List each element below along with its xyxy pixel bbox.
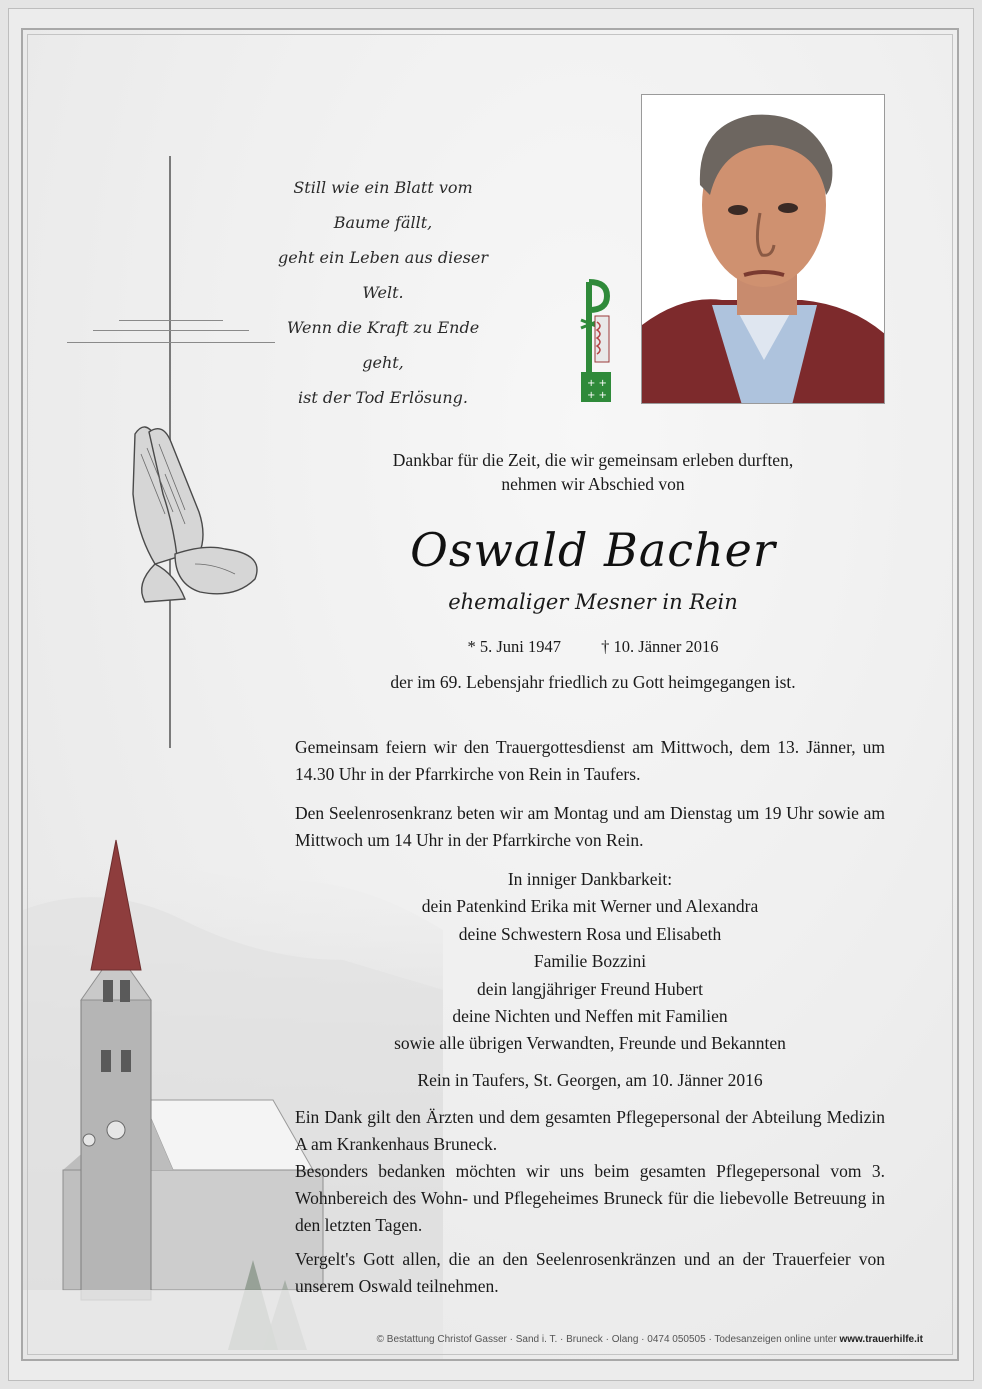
life-dates [293, 636, 893, 658]
quote-line: Wenn die Kraft zu Ende geht, [286, 318, 480, 372]
funeral-paragraph: Gemeinsam feiern wir den Trauergottesdienst am Mittwoch, dem 13. Jänner, um 14.30 Uhr in der Pfarrkirche von Rein in Taufers. [295, 737, 885, 784]
cross-bar-top [119, 320, 223, 321]
svg-text:+ +: + + [587, 378, 607, 389]
memorial-quote [273, 170, 493, 415]
footer-text: © Bestattung Christof Gasser · Sand i. T. · Bruneck · Olang · 0474 050505 · Todesanzeigen online unter [376, 1334, 840, 1345]
footer-credit [23, 1334, 923, 1345]
intro-line-2: nehmen wir Abschied von [501, 474, 685, 494]
mourners-heading: In inniger Dankbarkeit: [507, 869, 673, 889]
staff-thanks-paragraph [295, 1104, 885, 1239]
cross-icon [169, 156, 171, 748]
portrait-photo [641, 94, 885, 404]
mourner-line: deine Schwestern Rosa und Elisabeth [458, 923, 722, 944]
death-date: † 10. Jänner 2016 [601, 637, 719, 656]
deceased-name: Oswald Bacher [410, 523, 776, 577]
mourner-line: dein Patenkind Erika mit Werner und Alexandra [421, 896, 759, 917]
quote-line: Still wie ein Blatt vom Baume fällt, [293, 178, 473, 232]
mourner-line: sowie alle übrigen Verwandten, Freunde und Bekannten [394, 1033, 786, 1054]
birth-date: * 5. Juni 1947 [467, 637, 562, 656]
mourner-line: Familie Bozzini [533, 951, 647, 972]
chi-rho-icon [579, 276, 613, 404]
lived-line: der im 69. Lebensjahr friedlich zu Gott heimgegangen ist. [390, 672, 796, 692]
closing-paragraph: Vergelt's Gott allen, die an den Seelenrosenkränzen und an der Trauerfeier von unserem Oswald teilnehmen. [295, 1249, 885, 1296]
quote-line: ist der Tod Erlösung. [298, 388, 468, 407]
mourners-list [295, 866, 885, 1058]
cross-bar-mid [93, 330, 249, 331]
obituary-card [21, 28, 959, 1361]
cross-bar-long [67, 342, 275, 343]
mourner-line: dein langjähriger Freund Hubert [477, 978, 703, 999]
intro-text [293, 448, 893, 496]
rosary-paragraph: Den Seelenrosenkranz beten wir am Montag und am Dienstag um 19 Uhr sowie am Mittwoch um 14 Uhr in der Pfarrkirche von Rein. [295, 803, 885, 850]
staff-thanks-1: Ein Dank gilt den Ärzten und dem gesamten Pflegepersonal der Abteilung Medizin A am Krankenhaus Bruneck. [295, 1107, 885, 1154]
place-date: Rein in Taufers, St. Georgen, am 10. Jänner 2016 [417, 1070, 763, 1090]
praying-hands-icon [115, 414, 265, 604]
staff-thanks-2: Besonders bedanken möchten wir uns beim gesamten Pflegepersonal vom 3. Wohnbereich des Wohn- und Pflegeheimes Bruneck für die liebevolle Betreuung in den letzten Tagen. [295, 1161, 885, 1235]
church-landscape-image [23, 790, 443, 1361]
mourner-line: deine Nichten und Neffen mit Familien [452, 1006, 728, 1027]
svg-text:+ +: + + [587, 390, 607, 401]
intro-line-1: Dankbar für die Zeit, die wir gemeinsam erleben durften, [392, 450, 794, 470]
deceased-subtitle: ehemaliger Mesner in Rein [448, 590, 738, 614]
quote-line: geht ein Leben aus dieser Welt. [278, 248, 488, 302]
footer-website-link[interactable]: www.trauerhilfe.it [839, 1334, 923, 1345]
